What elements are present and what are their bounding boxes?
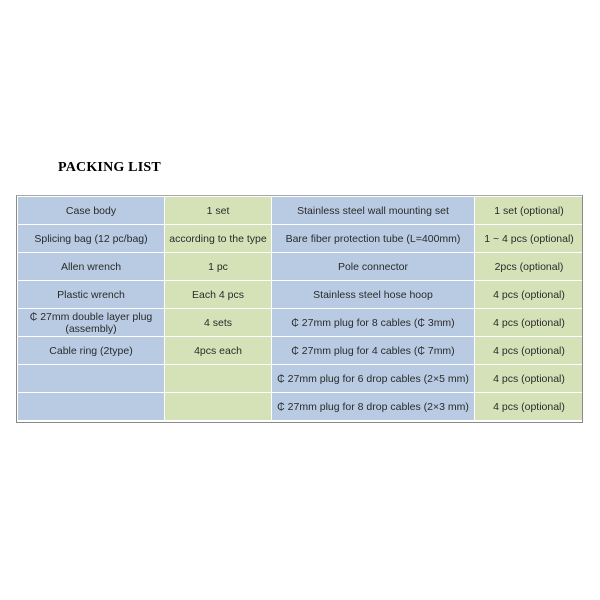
quantity-cell: 1 ~ 4 pcs (optional) — [475, 225, 584, 253]
item-cell: Cable ring (2type) — [18, 337, 165, 365]
item-cell: Stainless steel wall mounting set — [272, 197, 475, 225]
quantity-cell: 4 pcs (optional) — [475, 337, 584, 365]
item-cell: Pole connector — [272, 253, 475, 281]
item-cell: ₵ 27mm plug for 6 drop cables (2×5 mm) — [272, 365, 475, 393]
quantity-cell: Each 4 pcs — [165, 281, 272, 309]
packing-list-table — [17, 196, 584, 421]
table-row — [18, 309, 584, 337]
page-title: PACKING LIST — [58, 160, 161, 175]
table-row — [18, 393, 584, 421]
item-cell: ₵ 27mm plug for 8 cables (₵ 3mm) — [272, 309, 475, 337]
item-cell: ₵ 27mm plug for 4 cables (₵ 7mm) — [272, 337, 475, 365]
item-cell: Case body — [18, 197, 165, 225]
table-row — [18, 197, 584, 225]
item-cell: Splicing bag (12 pc/bag) — [18, 225, 165, 253]
item-cell: Allen wrench — [18, 253, 165, 281]
table-row — [18, 225, 584, 253]
quantity-cell: according to the type — [165, 225, 272, 253]
quantity-cell — [165, 393, 272, 421]
quantity-cell: 1 pc — [165, 253, 272, 281]
quantity-cell: 4 pcs (optional) — [475, 281, 584, 309]
quantity-cell: 4 pcs (optional) — [475, 393, 584, 421]
quantity-cell: 1 set — [165, 197, 272, 225]
item-cell: Stainless steel hose hoop — [272, 281, 475, 309]
quantity-cell: 4 pcs (optional) — [475, 365, 584, 393]
quantity-cell: 1 set (optional) — [475, 197, 584, 225]
item-cell — [18, 365, 165, 393]
item-cell: Plastic wrench — [18, 281, 165, 309]
table-row — [18, 281, 584, 309]
table-row — [18, 253, 584, 281]
table-row — [18, 337, 584, 365]
item-cell: ₵ 27mm plug for 8 drop cables (2×3 mm) — [272, 393, 475, 421]
item-cell: ₵ 27mm double layer plug (assembly) — [18, 309, 165, 337]
quantity-cell: 4 pcs (optional) — [475, 309, 584, 337]
quantity-cell: 4pcs each — [165, 337, 272, 365]
quantity-cell — [165, 365, 272, 393]
quantity-cell: 2pcs (optional) — [475, 253, 584, 281]
item-cell — [18, 393, 165, 421]
item-cell: Bare fiber protection tube (L=400mm) — [272, 225, 475, 253]
quantity-cell: 4 sets — [165, 309, 272, 337]
table-row — [18, 365, 584, 393]
